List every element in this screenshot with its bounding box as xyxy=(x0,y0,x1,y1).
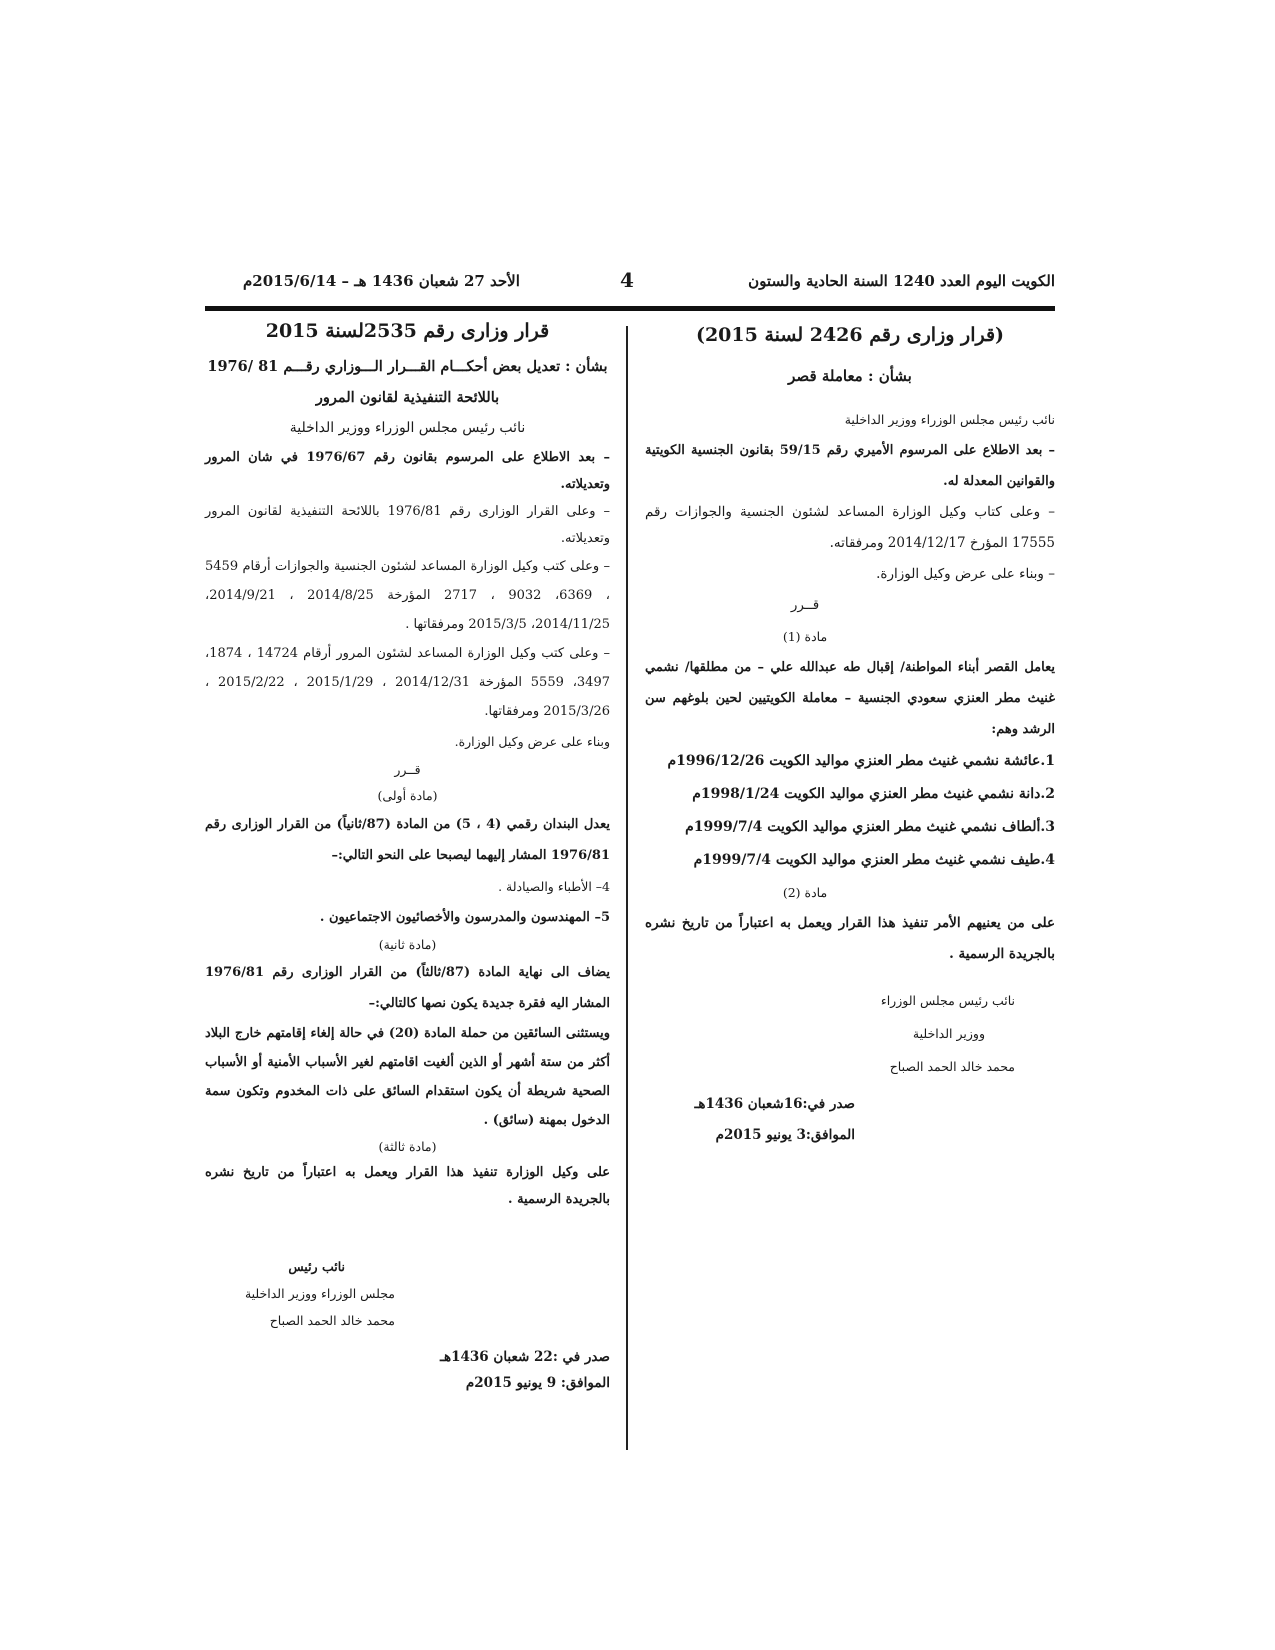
signature-line: ووزير الداخلية xyxy=(912,1026,985,1041)
amendment-item: 5– المهندسون والمدرسون والأخصائيون الاجتماعيون . xyxy=(319,910,610,925)
preamble-item: – وعلى القرار الوزارى رقم 1976/81 باللائحة التنفيذية لقانون المرور وتعديلاته. xyxy=(205,504,610,546)
corresponding-date: الموافق:3 يونيو 2015م xyxy=(715,1127,855,1143)
signature-line: محمد خالد الحمد الصباح xyxy=(269,1313,395,1328)
article-text: على من يعنيهم الأمر تنفيذ هذا القرار ويعمل به اعتباراً من تاريخ نشره بالجريدة الرسمية . xyxy=(645,915,1055,962)
decision-issuer: نائب رئيس مجلس الوزراء ووزير الداخلية xyxy=(289,420,526,436)
preamble-item: – بعد الاطلاع على المرسوم الأميري رقم 59/15 بقانون الجنسية الكويتية والقوانين المعدلة له. xyxy=(645,443,1055,489)
issue-date: الأحد 27 شعبان 1436 هـ – 2015/6/14م xyxy=(243,272,520,290)
corresponding-date: الموافق: 9 يونيو 2015م xyxy=(465,1375,610,1391)
signature-line: محمد خالد الحمد الصباح xyxy=(889,1059,1015,1074)
children-list xyxy=(645,745,1055,877)
issued-date: صدر في :22 شعبان 1436هـ xyxy=(440,1349,610,1365)
signature-block xyxy=(205,1253,610,1334)
preamble-item: – وبناء على عرض وكيل الوزارة. xyxy=(876,566,1055,582)
page-number: 4 xyxy=(620,268,634,292)
list-item: 4.طيف نشمي غنيث مطر العنزي مواليد الكويت 1999/7/4م xyxy=(693,852,1055,868)
article-heading: (مادة ثانية) xyxy=(378,937,437,952)
decision-title: قرار وزارى رقم 2535لسنة 2015 xyxy=(265,320,550,342)
decided-heading: قــرر xyxy=(790,597,820,613)
decision-2426-column xyxy=(645,320,1055,1151)
publication-info: الكويت اليوم العدد 1240 السنة الحادية والستون xyxy=(748,272,1055,290)
list-item: 1.عائشة نشمي غنيث مطر العنزي مواليد الكويت 1996/12/26م xyxy=(667,753,1055,769)
preamble-item: وبناء على عرض وكيل الوزارة. xyxy=(454,734,610,749)
decision-subject: بشأن : تعديل بعض أحكـــام القـــرار الـــوزاري رقـــم 81 /1976 باللائحة التنفيذية لقانون المرور xyxy=(207,358,608,406)
column-divider xyxy=(626,326,628,1450)
preamble-item: – وعلى كتب وكيل الوزارة المساعد لشئون الجنسية والجوازات أرقام 5459 ، 6369، 9032 ، 2717 المؤرخة 2014/8/25 ، 2014/9/21، 2014/11/25، 2015/3/5 ومرفقاتها . xyxy=(205,559,610,632)
decision-title: (قرار وزارى رقم 2426 لسنة 2015) xyxy=(695,324,1005,346)
article-heading: مادة (1) xyxy=(782,629,828,644)
decision-subject: بشأن : معاملة قصر xyxy=(788,367,912,385)
decision-issuer: نائب رئيس مجلس الوزراء ووزير الداخلية xyxy=(844,412,1055,427)
page-header xyxy=(205,268,1055,300)
article-heading: (مادة ثالثة) xyxy=(378,1139,437,1154)
decision-2535-column xyxy=(205,316,610,1396)
signature-line: نائب رئيس xyxy=(288,1259,345,1274)
article-heading: مادة (2) xyxy=(782,885,828,900)
issued-date: صدر في:16شعبان 1436هـ xyxy=(694,1096,855,1112)
list-item: 2.دانة نشمي غنيث مطر العنزي مواليد الكويت 1998/1/24م xyxy=(692,786,1055,802)
article-paragraph: ويستثنى السائقين من حملة المادة (20) في حالة إلغاء إقامتهم خارج البلاد أكثر من ستة أشهر أو الذين ألغيت اقامتهم لغير الأسباب الأمنية أو الأسباب الصحية شريطة أن يكون استقدام السائق على ذات المخدوم وتكون سمة الدخول بمهنة (سائق) . xyxy=(205,1026,611,1128)
article-text: يضاف الى نهاية المادة (87/ثالثاً) من القرار الوزارى رقم 1976/81 المشار اليه فقرة جديدة يكون نصها كالتالي:– xyxy=(205,965,610,1011)
article-text: يعامل القصر أبناء المواطنة/ إقبال طه عبدالله علي – من مطلقها/ نشمي غنيث مطر العنزي سعودي الجنسية – معاملة الكويتيين لحين بلوغهم سن الرشد وهم: xyxy=(645,660,1055,737)
signature-line: مجلس الوزراء ووزير الداخلية xyxy=(244,1286,395,1301)
decided-heading: قــرر xyxy=(394,762,421,777)
article-text: على وكيل الوزارة تنفيذ هذا القرار ويعمل به اعتباراً من تاريخ نشره بالجريدة الرسمية . xyxy=(205,1165,610,1207)
header-rule xyxy=(205,306,1055,311)
list-item: 3.ألطاف نشمي غنيث مطر العنزي مواليد الكويت 1999/7/4م xyxy=(685,819,1055,835)
preamble-item: – بعد الاطلاع على المرسوم بقانون رقم 1976/67 في شان المرور وتعديلاته. xyxy=(205,450,610,492)
signature-line: نائب رئيس مجلس الوزراء xyxy=(880,993,1015,1008)
preamble-item: – وعلى كتاب وكيل الوزارة المساعد لشئون الجنسية والجوازات رقم 17555 المؤرخ 2014/12/17 ومرفقاته. xyxy=(645,504,1055,551)
article-heading: (مادة أولى) xyxy=(377,788,438,803)
preamble-item: – وعلى كتب وكيل الوزارة المساعد لشئون المرور أرقام 14724 ، 1874، 3497، 5559 المؤرخة 2014/12/31 ، 2015/1/29 ، 2015/2/22 ، 2015/3/26 ومرفقاتها. xyxy=(205,646,610,719)
amendment-item: 4– الأطباء والصيادلة . xyxy=(498,879,610,894)
article-text: يعدل البندان رقمي (4 ، 5) من المادة (87/ثانياً) من القرار الوزارى رقم 1976/81 المشار إليهما ليصبحا على النحو التالي:– xyxy=(205,817,611,863)
signature-block xyxy=(645,984,1055,1083)
